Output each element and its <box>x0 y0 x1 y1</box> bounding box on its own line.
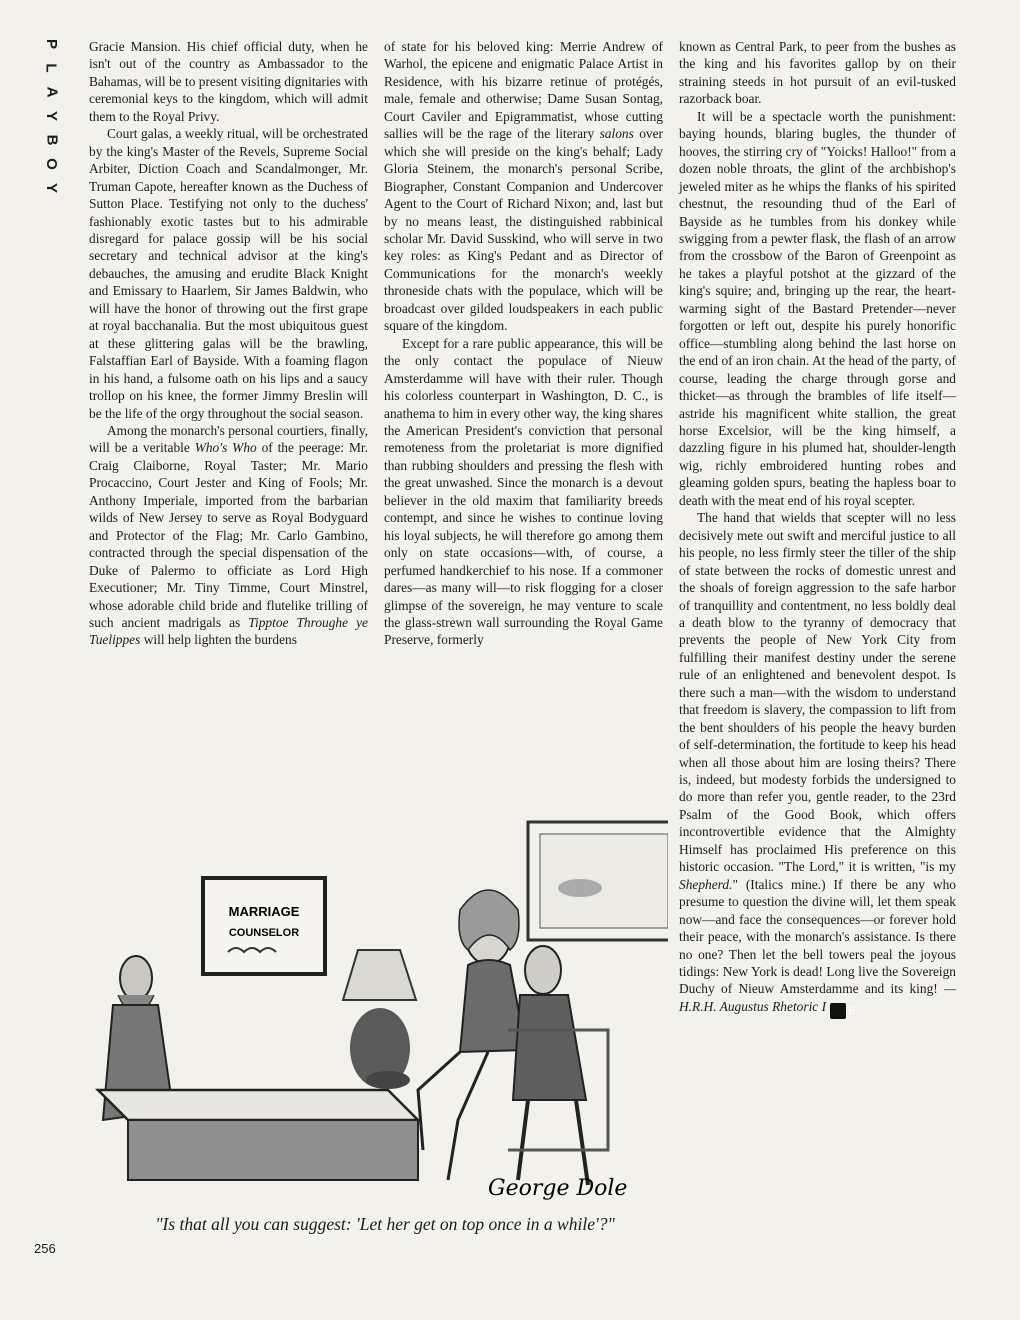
cartoon-illustration <box>88 790 668 1210</box>
magazine-letter: Y <box>42 110 60 122</box>
italic-title: Tipptoe Throughe ye Tuelippes <box>89 614 368 648</box>
husband-body <box>513 995 586 1100</box>
magazine-letter: L <box>42 63 60 73</box>
desk <box>98 1090 418 1120</box>
paragraph <box>89 422 368 649</box>
article-column-3 <box>679 38 956 1019</box>
sign-text: COUNSELOR <box>228 927 300 939</box>
text-run: " (Italics mine.) If there be any who presume to question the divine will, let them speak now—and face the consequences—or forever hold their peace, with the monarch's assistance. Is there no one? Then let the bell towers peal the joyous tidings: New York is dead! Long live the Sovereign Duchy of Nieuw Amsterdamme and its king! <box>679 876 956 997</box>
magazine-letter: O <box>42 158 60 170</box>
paragraph <box>384 38 663 335</box>
author-signature: —H.R.H. Augustus Rhetoric I <box>679 981 956 1014</box>
article-column-2 <box>384 38 663 649</box>
magazine-letter: Y <box>42 182 60 194</box>
text-run: over which she will preside on the king's behalf; Lady Gloria Steinem, the monarch's personal Scribe, Biographer, Constant Companion and Undercover Agent to the Court of Richard Nixon; and, last but by no means least, the distinguished rabbinical scholar Mr. David Susskind, who will serve in two key roles: as King's Pedant and as Director of Communications for the monarch's weekly throneside chats with the populace, which will be broadcast over gilded loudspeakers in each public square of the kingdom. <box>384 126 663 334</box>
text-run: The hand that wields that scepter will no less decisively mete out swift and merciful justice to all his people, no less firmly steer the tiller of the ship of state between the rocks of domestic unrest and the shoals of foreign aggression to the safe harbor of tranquillity and contentment, no less boldly deal a death blow to the tyranny of democracy that prevents the people of New York City from fulfilling their manifest destiny under the serene rule of an enlightened and benevolent despot. Is there such a man—with the wisdom to understand that freedom is slavery, the compassion to lift from the bent shoulders of his people the heavy burden of self-determination, the fortitude to keep his head when all those about him are losing theirs? There is, indeed, but modesty forbids the undersigned to do more than refer you, gentle reader, to the 23rd Psalm of the Good Book, which offers incontrovertible evidence that the Almighty Himself has proclaimed His preference on this historic occasion. "The Lord," it is written, "is my <box>679 510 956 875</box>
text-run: of state for his beloved king: Merrie Andrew of Warhol, the epicene and enigmatic Palace Artist in Residence, with his bizarre retinue of protégés, male, female and otherwise; Dame Susan Sontag, Court Caviler and Epigrammatist, whose cutting sallies will be the rage of the literary <box>384 39 663 142</box>
cartoon-caption: "Is that all you can suggest: 'Let her get on top once in a while'?" <box>155 1214 615 1234</box>
text-run: will help lighten the burdens <box>143 632 297 648</box>
magazine-letter: P <box>42 38 60 50</box>
sign-text: MARRIAGE <box>228 904 300 919</box>
italic-word: Shepherd. <box>679 876 733 892</box>
woman-body <box>460 960 526 1052</box>
paragraph: It will be a spectacle worth the punishment: baying hounds, blaring bugles, the thunder of hooves, the stirring cry of "Yoicks! Halloo!" from a dozen noble throats, the glint of the archbishop's jeweled miter as he whips the flanks of his spirited chestnut, the resounding thud of the Earl of Bayside as he tumbles from his donkey while swigging from a pewter flask, the flash of an arrow from the crossbow of the Baron of Greenpoint as he takes a playful potshot at the gizzard of the king's squire; and, bringing up the rear, the heart-warming sight of the Bastard Pretender—never forgotten or left out, despite his purely honorific office—stumbling along behind the last horse on the end of an iron chain. At the head of the party, of course, leading the charge through gorse and thicket—as through the brambles of life itself—astride his magnificent white stallion, the great horse Excelsior, will be the king himself, a dazzling figure in his plumed hat, shoulder-length wig, richly embroidered hunting robes and gleaming golden spurs, beating the hapless boar to death with the meat end of his royal scepter. <box>679 108 956 508</box>
paragraph: Court galas, a weekly ritual, will be orchestrated by the king's Master of the Revels, Supreme Social Arbiter, Diction Coach and Scandalmonger, Mr. Truman Capote, hereafter known as the Duchess of Sutton Place. Testifying not only to the duchess' fashionably exotic tastes but to his admirable disregard for palace gossip will be his social secretary and technical advisor at the king's debauches, the amusing and erudite Black Knight and Emissary to Haarlem, Sir James Baldwin, who will have the honor of throwing out the first grape at royal bacchanalia. But the most ubiquitous guest at these glittering galas will be the brawling, Falstaffian Earl of Bayside. With a foaming flagon in his hand, a fulsome oath on his lips and a saucy trollop on his knee, the former Jimmy Breslin will be the life of the orgy throughout the social season. <box>89 126 368 421</box>
counselor-head <box>120 956 152 1000</box>
paragraph: Except for a rare public appearance, this will be the only contact the populace of Nieuw Amsterdamme will have with their ruler. Though his colorless counterpart in Washington, D. C., is anathema to him in every other way, the king shares the American President's conviction that personal remoteness from the proletariat is more dignified than rubbing shoulders and pressing the flesh with the great unwashed. Since the monarch is a devout believer in the old maxim that familiarity breeds contempt, and since he wishes to continue loving his loyal subjects, he will therefore go among them only on state occasions—with, of course, a perfumed handkerchief to his nose. If a commoner dares—as many will—to risk flogging for a closer glimpse of the sovereign, he may venture to scale the glass-strewn wall surrounding the Royal Game Preserve, formerly <box>384 335 663 648</box>
playboy-rabbit-icon: B <box>830 1003 846 1019</box>
article-column-1 <box>89 38 368 649</box>
italic-word: salons <box>599 126 634 142</box>
magazine-name-vertical <box>38 32 64 200</box>
husband-head <box>525 946 561 994</box>
italic-title: Who's Who <box>194 440 257 456</box>
paragraph: known as Central Park, to peer from the bushes as the king and his favorites gallop by on their straining steeds in hot pursuit of an evil-tusked razorback boar. <box>679 39 956 107</box>
magazine-letter: B <box>43 134 60 146</box>
paragraph: Gracie Mansion. His chief official duty, when he isn't out of the country as Ambassador to the Bahamas, will be to present visiting dignitaries with ceremonial keys to the kingdom, which will admit them to the Royal Privy. <box>89 39 368 124</box>
lamp-shade <box>343 950 416 1000</box>
magazine-letter: A <box>43 86 60 98</box>
page-number: 256 <box>34 1241 56 1256</box>
text-run: Among the monarch's personal courtiers, finally, will be a veritable <box>89 422 368 456</box>
artist-signature: George Dole <box>488 1176 628 1201</box>
marriage-counselor-sign <box>203 878 325 974</box>
paragraph <box>679 509 956 1019</box>
text-run: of the peerage: Mr. Craig Claiborne, Royal Taster; Mr. Mario Procaccino, Court Jester and King of Fools; Mr. Anthony Imperiale, imported from the barbarian wilds of New Jersey to serve as Royal Bodyguard and Protector of the Flag; Mr. Carlo Gambino, contracted through the special dispensation of the Duke of Palermo to officiate as Lord High Executioner; Mr. Tiny Timme, Court Minstrel, whose adorable child bride and flutelike trilling of such ancient madrigals as <box>89 440 368 630</box>
